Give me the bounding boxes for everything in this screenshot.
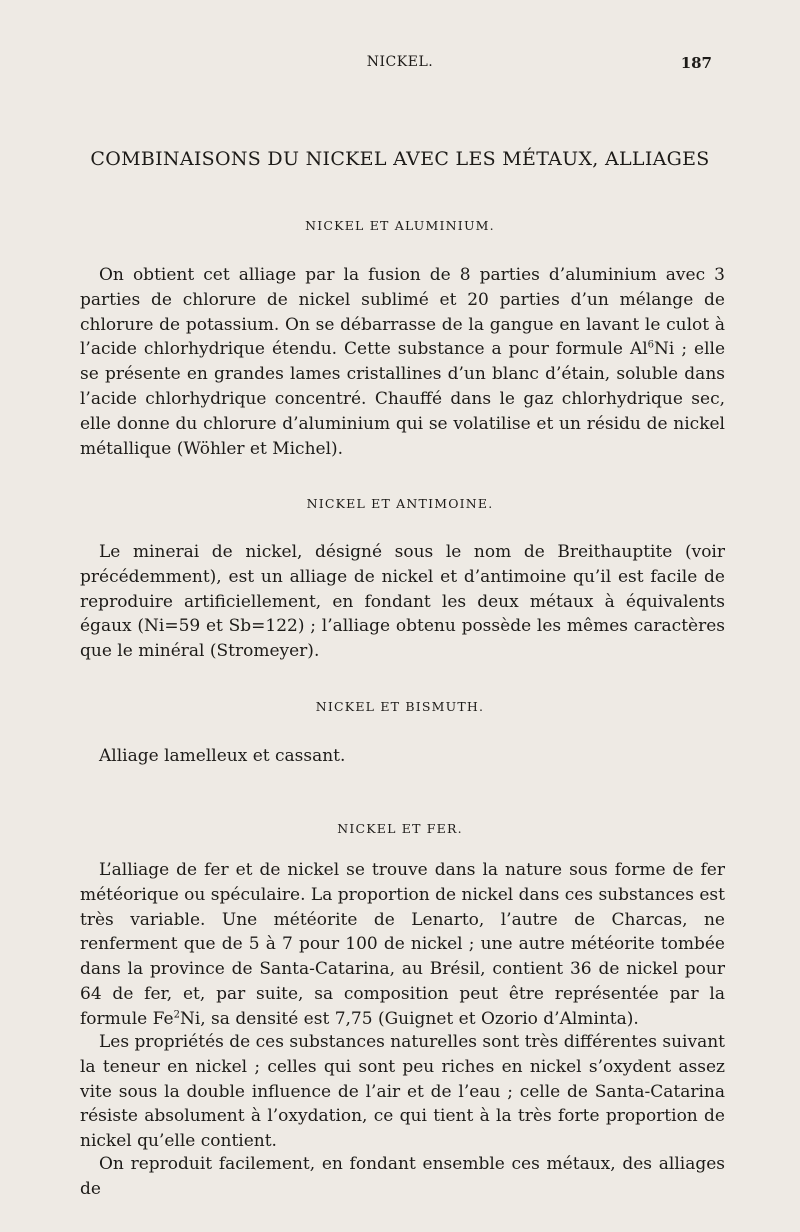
page-number: 187 — [680, 54, 712, 72]
paragraph-bismuth: Alliage lamelleux et cassant. — [99, 746, 346, 766]
paragraph-text: Ni, sa densité est 7,75 (Guignet et Ozorio d’Alminta). — [179, 1008, 639, 1029]
paragraph-text: On obtient cet alliage par la fusion de 8 parties d’aluminium avec 3 parties de chlorure de nickel sublimé et 20 parties d’un mélange de chlorure de potassium. On se débarrasse de la gangue en lavant le culot à l’acide chlorhydrique étendu. Cette substance a pour formule Al — [80, 265, 725, 360]
section-heading-antimoine: NICKEL ET ANTIMOINE. — [306, 496, 494, 511]
superscript: 2 — [173, 1009, 180, 1021]
page-header — [0, 54, 800, 74]
running-head: NICKEL. — [366, 54, 434, 70]
chapter-title: COMBINAISONS DU NICKEL AVEC LES MÉTAUX, ALLIAGES — [90, 148, 710, 170]
section-heading-bismuth: NICKEL ET BISMUTH. — [315, 699, 485, 714]
paragraph-fer-1 — [80, 858, 725, 1032]
section-heading-aluminium: NICKEL ET ALUMINIUM. — [305, 218, 495, 233]
paragraph-antimoine: Le minerai de nickel, désigné sous le nom de Breithauptite (voir précédemment), est un alliage de nickel et d’antimoine qu’il est facile de reproduire artificiellement, en fondant les deux métaux à équivalents égaux (Ni=59 et Sb=122) ; l’alliage obtenu possède les mêmes caractères que le minéral (Stromeyer). — [80, 542, 725, 662]
paragraph-text: Ni ; elle se présente en grandes lames cristallines d’un blanc d’étain, soluble dans l’acide chlorhydrique concentré. Chauffé dans le gaz chlorhydrique sec, elle donne du chlorure d’aluminium qui se volatilise et un résidu de nickel métallique (Wöhler et Michel). — [80, 339, 725, 459]
paragraph-aluminium — [80, 263, 725, 461]
paragraph-text: L’alliage de fer et de nickel se trouve dans la nature sous forme de fer météorique ou spéculaire. La proportion de nickel dans ces substances est très variable. Une météorite de Lenarto, l’autre de Charcas, ne renferment que de 5 à 7 pour 100 de nickel ; une autre météorite tombée dans la province de Santa-Catarina, au Brésil, contient 36 de nickel pour 64 de fer, et, par suite, sa composition peut être représentée par la formule Fe — [80, 860, 725, 1029]
paragraph-fer-2: Les propriétés de ces substances naturelles sont très différentes suivant la teneur en nickel ; celles qui sont peu riches en nickel s’oxydent assez vite sous la double influence de l’air et de l’eau ; celle de Santa-Catarina résiste absolument à l’oxydation, ce qui tient à la très forte proportion de nickel qu’elle contient. — [80, 1032, 725, 1152]
section-heading-fer: NICKEL ET FER. — [337, 821, 463, 836]
superscript: 6 — [647, 339, 655, 351]
paragraph-fer-3: On reproduit facilement, en fondant ensemble ces métaux, des alliages de — [80, 1154, 725, 1199]
